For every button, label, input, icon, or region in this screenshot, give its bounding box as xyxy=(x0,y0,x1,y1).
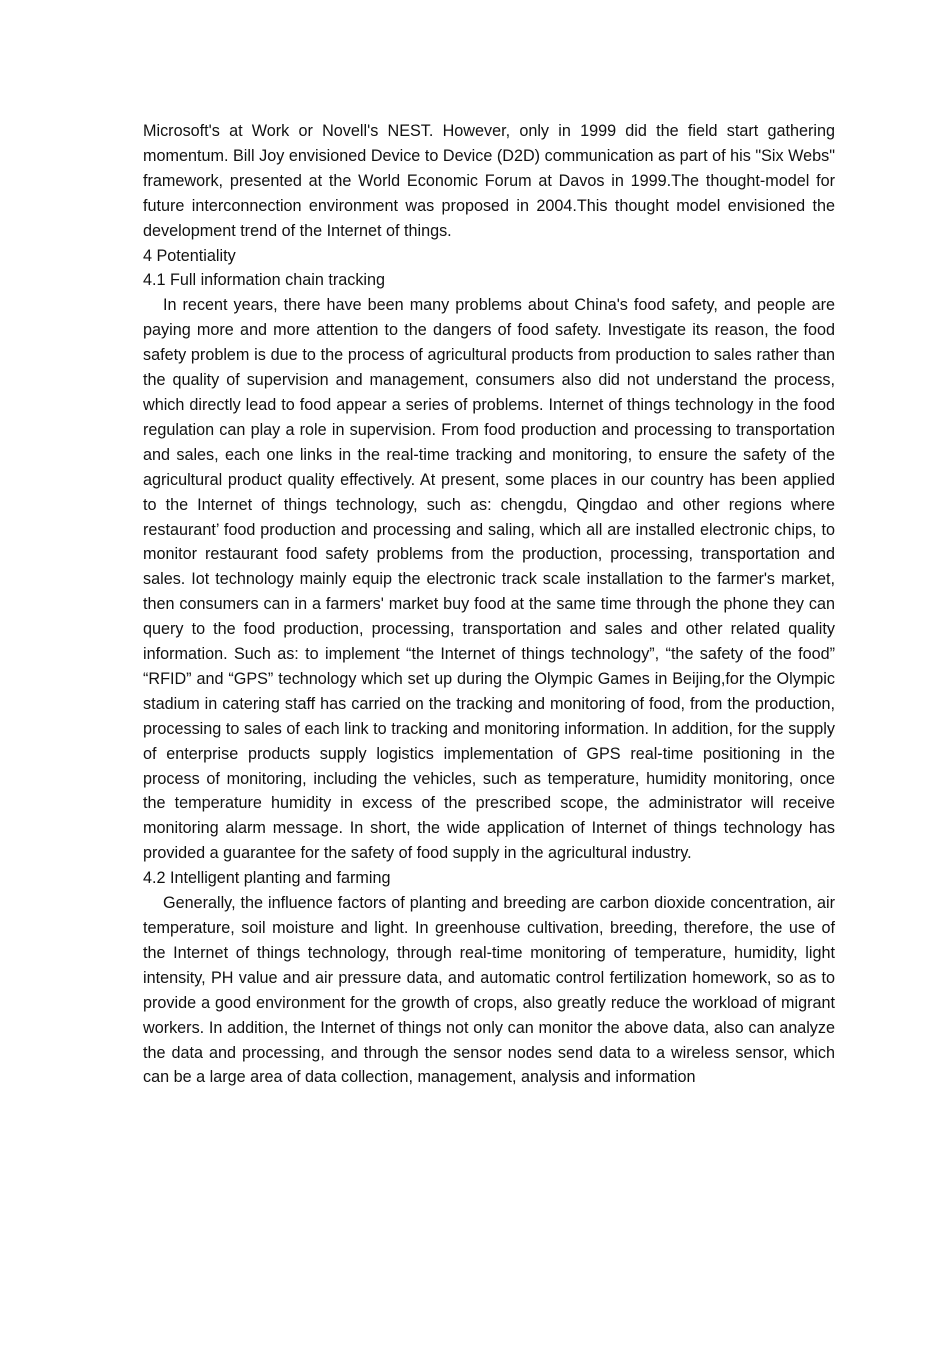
section-4-1-paragraph: In recent years, there have been many problems about China's food safety, and people are paying more and more attention to the dangers of food safety. Investigate its reason, the food safety problem is due to the process of agricultural products from production to sales rather than the quality of supervision and management, consumers also did not understand the process, which directly lead to food appear a series of problems. Internet of things technology in the food regulation can play a role in supervision. From food production and processing to transportation and sales, each one links in the real-time tracking and monitoring, to ensure the safety of the agricultural product quality effectively. At present, some places in our country has been applied to the Internet of things technology, such as: chengdu, Qingdao and other regions where restaurant’ food production and processing and saling, which all are installed electronic chips, to monitor restaurant food safety problems from the production, processing, transportation and sales. Iot technology mainly equip the electronic track scale installation to the farmer's market, then consumers can in a farmers' market buy food at the same time through the phone they can query to the food production, processing, transportation and sales and other related quality information. Such as: to implement “the Internet of things technology”, “the safety of the food” “RFID” and “GPS” technology which set up during the Olympic Games in Beijing,for the Olympic stadium in catering staff has carried on the tracking and monitoring of food, from the production, processing to sales of each link to tracking and monitoring information. In addition, for the supply of enterprise products supply logistics implementation of GPS real-time positioning in the process of monitoring, including the vehicles, such as temperature, humidity monitoring, once the temperature humidity in excess of the prescribed scope, the administrator will receive monitoring alarm message. In short, the wide application of Internet of things technology has provided a guarantee for the safety of food supply in the agricultural industry. xyxy=(143,296,835,863)
section-4-heading: 4 Potentiality xyxy=(143,246,236,265)
document-page xyxy=(143,119,835,1090)
section-4-2-heading: 4.2 Intelligent planting and farming xyxy=(143,869,391,888)
section-4-2-paragraph: Generally, the influence factors of planting and breeding are carbon dioxide concentration, air temperature, soil moisture and light. In greenhouse cultivation, breeding, therefore, the use of the Internet of things technology, through real-time monitoring of temperature, humidity, light intensity, PH value and air pressure data, and automatic control fertilization homework, so as to provide a good environment for the growth of crops, also greatly reduce the workload of migrant workers. In addition, the Internet of things not only can monitor the above data, also can analyze the data and processing, and through the sensor nodes send data to a wireless sensor, which can be a large area of data collection, management, analysis and information xyxy=(143,894,835,1087)
section-4-1-heading: 4.1 Full information chain tracking xyxy=(143,271,386,290)
intro-paragraph: Microsoft's at Work or Novell's NEST. However, only in 1999 did the field start gathering momentum. Bill Joy envisioned Device to Device (D2D) communication as part of his "Six Webs" framework, presented at the World Economic Forum at Davos in 1999.The thought-model for future interconnection environment was proposed in 2004.This thought model envisioned the development trend of the Internet of things. xyxy=(143,122,835,240)
